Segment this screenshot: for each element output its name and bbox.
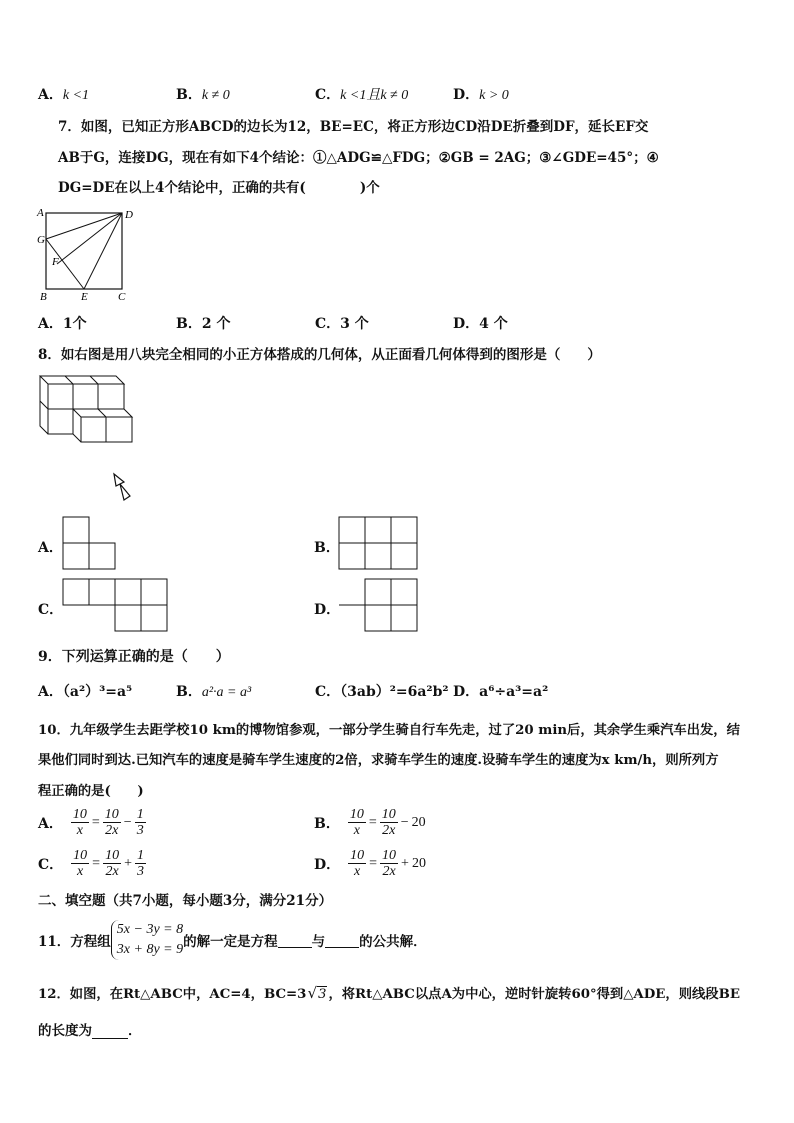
label-g: G	[37, 234, 45, 246]
q7-option-d	[453, 313, 508, 333]
option-letter: D．	[453, 87, 480, 103]
denominator: 2x	[105, 823, 119, 838]
q11-mid: 的解一定是方程	[183, 934, 278, 950]
sqrt-expression	[307, 984, 327, 1002]
option-letter: A．	[38, 684, 63, 700]
denominator: 3	[136, 864, 144, 879]
option-text: 1个	[62, 316, 87, 332]
option-letter: B．	[176, 684, 202, 700]
q10-stem-line1: 10．九年级学生去距学校10 km的博物馆参观，一部分学生骑自行车先走，过了20 min后，其余学生乘汽车出发，结	[38, 723, 740, 738]
equation: $\frac{10}{x}$ = $\frac{10}{2x}$ + $\frac{1}{3}$	[73, 848, 144, 879]
fraction-left	[348, 807, 366, 838]
square-abcd	[46, 213, 122, 289]
label-b: B	[40, 291, 47, 303]
operator: +	[124, 855, 132, 871]
system-eq1: 5x − 3y = 8	[116, 922, 184, 937]
q9-option-d	[453, 681, 548, 701]
q7-option-c	[315, 313, 369, 333]
constant: 20	[411, 814, 426, 830]
q11-conj: 与	[311, 934, 326, 950]
option-text: k <1且k ≠ 0	[340, 88, 409, 103]
option-letter: D．	[314, 856, 341, 873]
q8-option-b-figure	[338, 516, 420, 572]
numerator: 1	[136, 807, 144, 822]
option-letter: B．	[314, 815, 340, 832]
option-letter: C．	[315, 316, 341, 332]
q8-option-d-figure	[338, 578, 420, 634]
q8-option-b-letter: B．	[314, 540, 340, 556]
numerator: 10	[349, 807, 364, 822]
q12-stem-line2	[38, 1019, 142, 1039]
option-letter: B．	[176, 87, 202, 103]
q10-stem-line3: 程正确的是( )	[38, 784, 144, 799]
cube-upper-front-row	[48, 384, 124, 409]
q10-option-c	[38, 848, 146, 879]
q8-option-c-figure	[62, 578, 170, 634]
fraction-tail	[135, 848, 146, 879]
fraction-left	[71, 807, 89, 838]
fraction-right	[103, 848, 121, 879]
option-letter: A．	[38, 316, 63, 332]
q6-option-d	[453, 84, 509, 104]
numerator: 10	[73, 848, 88, 863]
q10-option-b	[314, 807, 426, 838]
system-eq2: 3x + 8y = 9	[116, 942, 184, 957]
cube-lower-left	[48, 409, 73, 434]
denominator: x	[76, 823, 83, 838]
option-letter: A．	[38, 815, 63, 832]
denominator: x	[354, 864, 361, 879]
denominator: x	[77, 864, 84, 879]
option-letter: C．	[315, 684, 341, 700]
option-letter: C．	[38, 856, 64, 873]
q12-line1b: ，将Rt△ABC以点A为中心，逆时针旋转60°得到△ADE，则线段BE	[328, 987, 740, 1002]
operator: +	[401, 855, 409, 871]
option-letter: D．	[453, 316, 480, 332]
denominator: 3	[136, 823, 144, 838]
q6-option-a	[38, 84, 89, 104]
constant: 20	[411, 855, 426, 871]
view-direction-arrow	[114, 474, 130, 500]
numerator: 10	[381, 807, 396, 822]
label-d: D	[125, 209, 133, 221]
option-letter: D．	[453, 684, 480, 700]
option-text: 2 个	[201, 316, 231, 332]
denominator: 2x	[382, 823, 396, 838]
q8-option-a-figure	[62, 516, 118, 572]
fraction-tail	[135, 807, 146, 838]
label-a: A	[37, 207, 44, 219]
q11-stem	[38, 920, 427, 960]
q7-square-figure	[34, 204, 144, 304]
operator: −	[400, 814, 409, 830]
fraction-right	[380, 848, 398, 879]
label-c: C	[118, 291, 126, 303]
option-letter: A．	[38, 87, 63, 103]
radical-sign: √	[307, 983, 317, 1002]
option-text: 4 个	[479, 316, 508, 332]
q8-stem: 8．如右图是用八块完全相同的小正方体搭成的几何体，从正面看几何体得到的图形是（ ）	[38, 347, 601, 363]
q8-option-c-letter: C．	[38, 602, 64, 618]
numerator: 1	[136, 848, 144, 863]
q8-cube-solid-figure	[36, 372, 146, 508]
denominator: 2x	[382, 864, 396, 879]
radicand: 3	[318, 986, 327, 1002]
denominator: 2x	[105, 864, 119, 879]
option-letter: B．	[176, 316, 202, 332]
section-heading-fill-in: 二、填空题（共7小题，每小题3分，满分21分）	[38, 893, 333, 909]
option-text: k ≠ 0	[201, 88, 230, 103]
q10-option-d	[314, 848, 426, 879]
q12-line2a: 的长度为	[38, 1023, 92, 1039]
q7-stem-line1: 7．如图，已知正方形ABCD的边长为12，BE=EC，将正方形边CD沿DE折叠到DF，延长EF交	[58, 119, 649, 135]
numerator: 10	[350, 848, 365, 863]
q8-option-a-letter: A．	[38, 540, 63, 556]
q11-prefix: 11．方程组	[38, 934, 111, 950]
q12-stem-line1	[38, 983, 740, 1002]
numerator: 10	[104, 807, 119, 822]
option-text: a⁶÷a³=a²	[479, 684, 549, 700]
fraction-left	[348, 848, 366, 879]
q12-line1a: 12．如图，在Rt△ABC中，AC=4，BC=3	[38, 987, 307, 1002]
equation: $\frac{10}{x}$ = $\frac{10}{2x}$ + 20	[350, 848, 426, 879]
q11-suffix: 的公共解．	[359, 934, 427, 950]
q7-option-a	[38, 313, 87, 333]
equation: $\frac{10}{x}$ = $\frac{10}{2x}$ − $\frac{1}{3}$	[72, 807, 144, 838]
q9-stem: 9．下列运算正确的是（ ）	[38, 649, 230, 665]
q9-option-c	[315, 681, 449, 701]
q7-stem-line3: DG=DE在以上4个结论中，正确的共有( )个	[58, 180, 380, 196]
label-e: E	[81, 291, 88, 303]
q7-option-b	[176, 313, 230, 333]
equation: $\frac{10}{x}$ = $\frac{10}{2x}$ − 20	[349, 807, 426, 838]
option-letter: C．	[315, 87, 341, 103]
q10-stem-line2: 果他们同时到达.已知汽车的速度是骑车学生速度的2倍，求骑车学生的速度.设骑车学生的速度为x km/h，则所列方	[38, 753, 719, 768]
option-text: a²·a = a³	[201, 685, 252, 700]
option-text: （a²）³=a⁵	[62, 684, 133, 700]
equation-system	[111, 920, 183, 960]
option-text: 3 个	[340, 316, 369, 332]
q6-option-b	[176, 84, 230, 104]
fraction-right	[103, 807, 121, 838]
answer-blank-be[interactable]	[92, 1024, 128, 1039]
option-text: k <1	[62, 88, 90, 103]
q7-stem-line2: AB于G，连接DG，现在有如下4个结论：①△ADG≌△FDG；②GB = 2AG；③∠GDE=45°；④	[58, 150, 659, 166]
label-f: F	[52, 256, 59, 268]
q12-line2b: ．	[128, 1023, 142, 1039]
q10-option-a	[38, 807, 146, 838]
cube-top-face-row	[40, 376, 124, 384]
answer-blank-1[interactable]	[278, 933, 312, 948]
option-text: k > 0	[479, 88, 509, 103]
q9-option-a	[38, 681, 132, 701]
option-text: （3ab）²=6a²b²	[340, 684, 449, 700]
fraction-left	[71, 848, 89, 879]
numerator: 10	[105, 848, 120, 863]
operator: −	[123, 814, 132, 830]
q8-option-d-letter: D．	[314, 602, 341, 618]
numerator: 10	[382, 848, 397, 863]
q6-option-c	[315, 84, 408, 104]
numerator: 10	[72, 807, 87, 822]
segment-df	[57, 213, 122, 264]
q9-option-b	[176, 681, 251, 701]
answer-blank-2[interactable]	[325, 933, 359, 948]
fraction-right	[380, 807, 398, 838]
denominator: x	[353, 823, 360, 838]
